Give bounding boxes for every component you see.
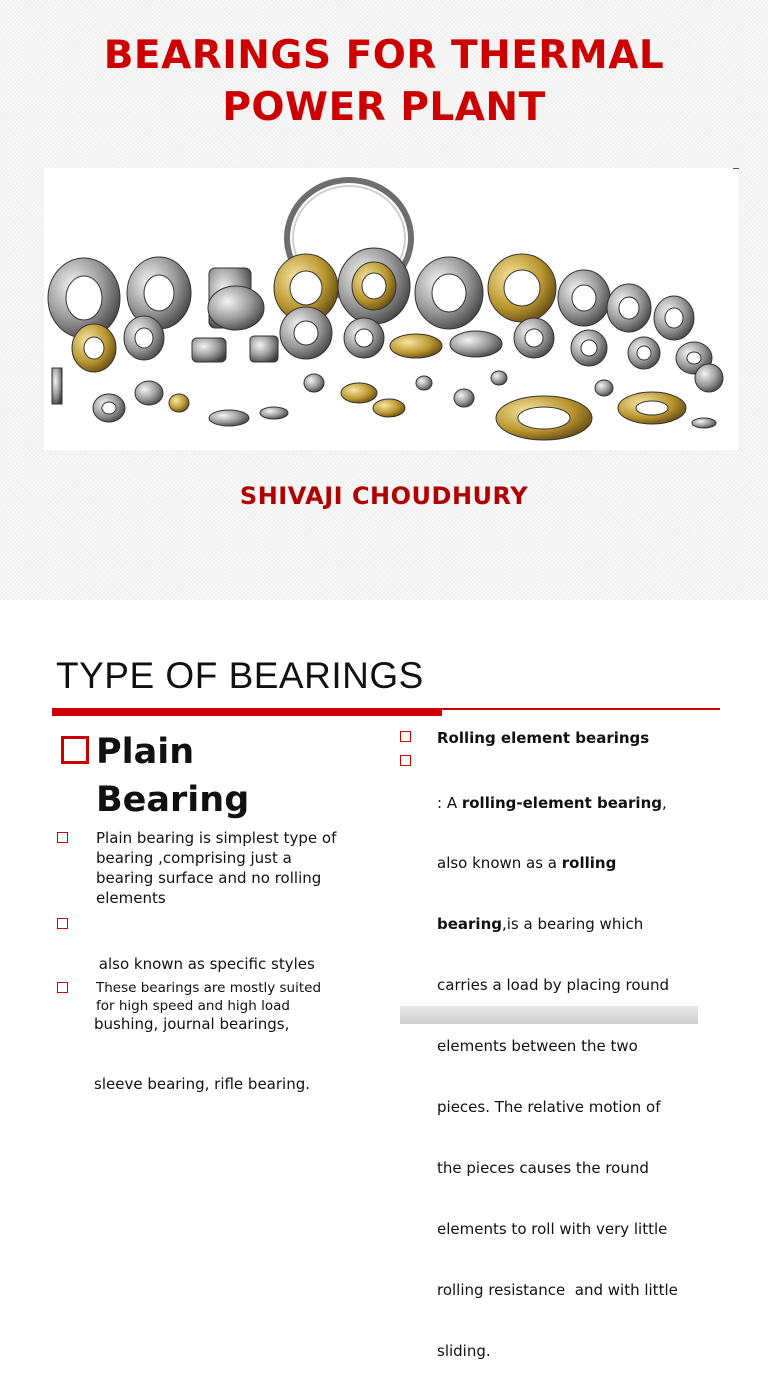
- decor-dash: [733, 168, 739, 169]
- title-line-1: BEARINGS FOR THERMAL: [103, 33, 665, 78]
- square-bullet-icon: [400, 731, 411, 742]
- square-bullet-icon: [57, 918, 68, 929]
- square-bullet-icon: [57, 832, 68, 843]
- rolling-bearing-title: Rolling element bearings: [437, 729, 650, 747]
- heading-rule-thick: [52, 708, 442, 716]
- list-item: also known as specific styles bushing, journal bearings, sleeve bearing, rifle bearing.: [94, 955, 315, 1093]
- slide-title: [0, 30, 768, 134]
- list-item: Plain bearing is simplest type of bearing ,comprising just a bearing surface and no rolling elements: [96, 829, 337, 907]
- square-bullet-icon: [57, 982, 68, 993]
- list-item: These bearings are mostly suited for high speed and high load: [96, 980, 322, 1014]
- plain-bearing-title: Plain Bearing: [96, 732, 250, 820]
- list-item: : A rolling-element bearing, also known as a rolling bearing,is a bearing which carries a load by placing round elements between the two pieces. The relative motion of the pieces causes the round elements to roll with very little rolling resistance and with little sliding.: [437, 793, 678, 1360]
- bearings-photo: [44, 168, 738, 450]
- slide-heading: TYPE OF BEARINGS: [56, 655, 424, 696]
- square-bullet-icon: [400, 755, 411, 766]
- bearing-photo-partial: [400, 1006, 698, 1024]
- title-line-2: POWER PLANT: [222, 85, 546, 130]
- heading-rule-thin: [442, 708, 720, 710]
- square-bullet-icon: [61, 736, 89, 764]
- author-name: SHIVAJI CHOUDHURY: [239, 482, 529, 510]
